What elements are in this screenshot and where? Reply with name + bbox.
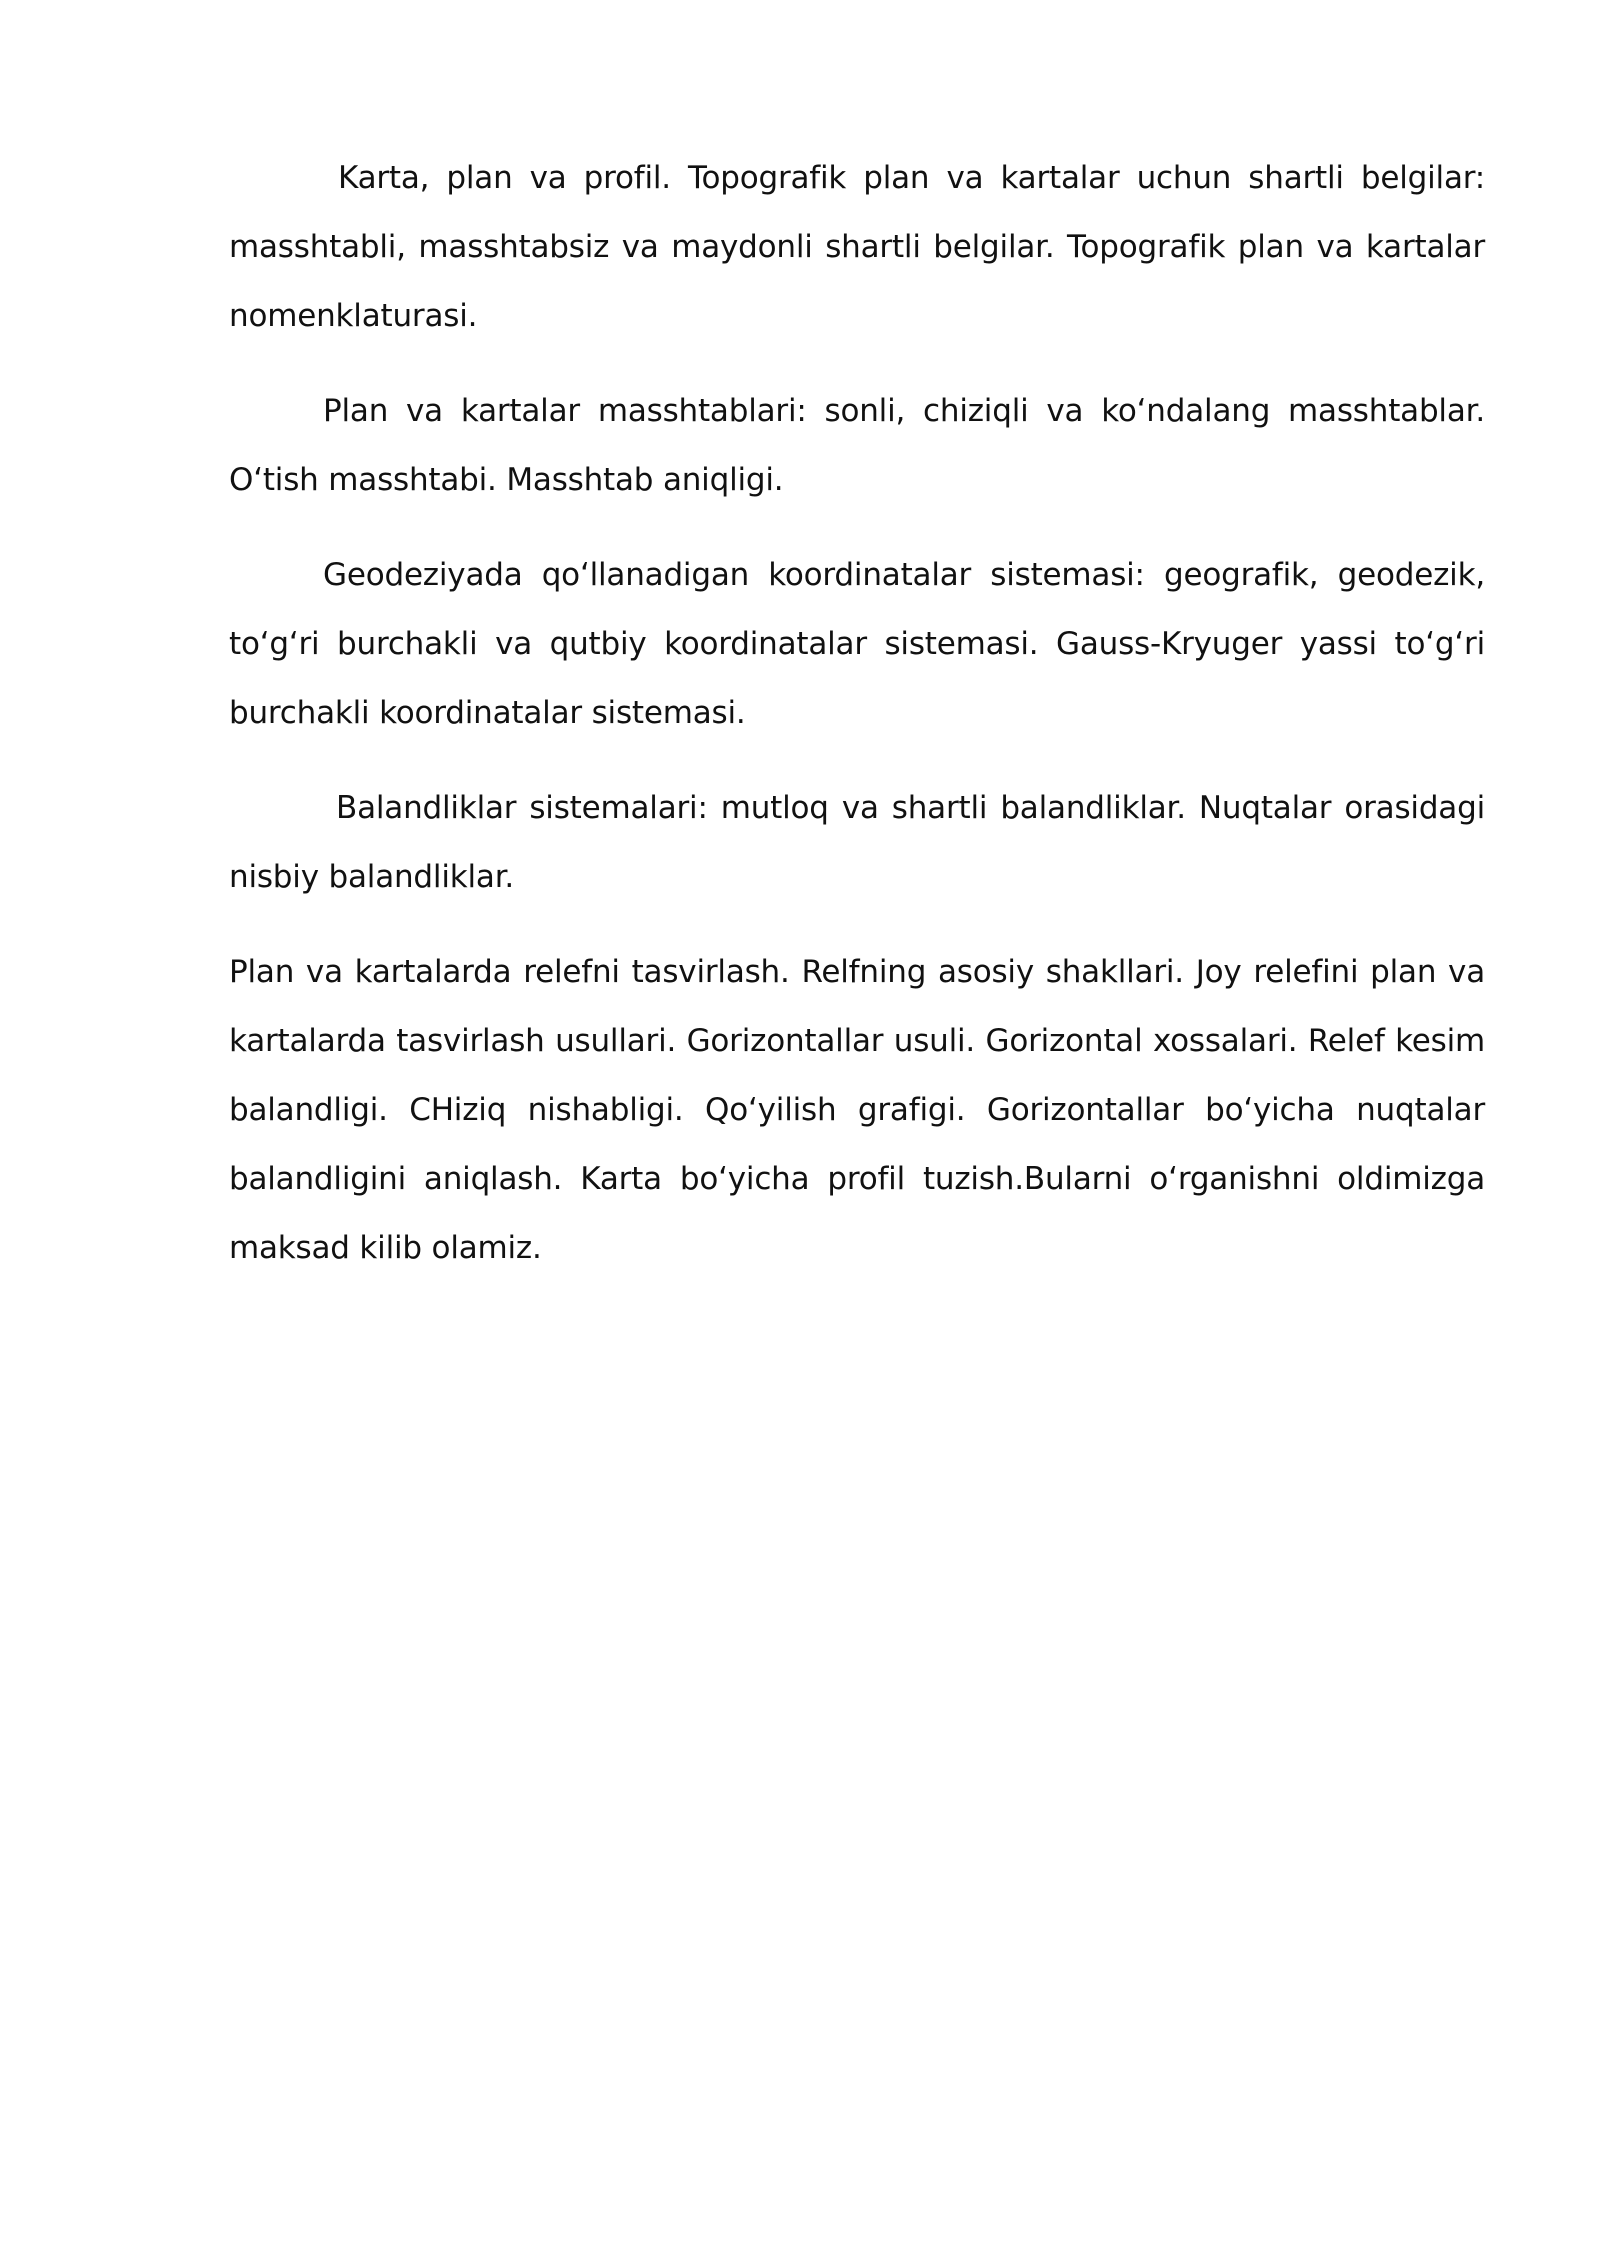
document-body xyxy=(229,144,1485,1283)
paragraph-map-plan-profile: Karta, plan va profil. Topografik plan va kartalar uchun shartli belgilar: masshtabli, masshtabsiz va maydonli shartli belgilar. Topografik plan va kartalar nomenklaturasi. xyxy=(229,160,1485,334)
paragraph-height-systems: Balandliklar sistemalari: mutloq va shartli balandliklar. Nuqtalar orasidagi nisbiy balandliklar. xyxy=(229,790,1485,895)
paragraph-relief: Plan va kartalarda relefni tasvirlash. Relfning asosiy shakllari. Joy relefini plan va kartalarda tasvirlash usullari. Gorizontallar usuli. Gorizontal xossalari. Relef kesim balandligi. CHiziq nishabligi. Qoʻyilish grafigi. Gorizontallar boʻyicha nuqtalar balandligini aniqlash. Karta boʻyicha profil tuzish.Bularni oʻrganishni oldimizga maksad kilib olamiz. xyxy=(229,954,1485,1266)
paragraph-map-scales: Plan va kartalar masshtablari: sonli, chiziqli va koʻndalang masshtablar. Oʻtish masshtabi. Masshtab aniqligi. xyxy=(229,393,1485,498)
paragraph-coordinate-systems: Geodeziyada qoʻllanadigan koordinatalar sistemasi: geografik, geodezik, toʻgʻri burchakli va qutbiy koordinatalar sistemasi. Gauss-Kryuger yassi toʻgʻri burchakli koordinatalar sistemasi. xyxy=(229,557,1485,731)
